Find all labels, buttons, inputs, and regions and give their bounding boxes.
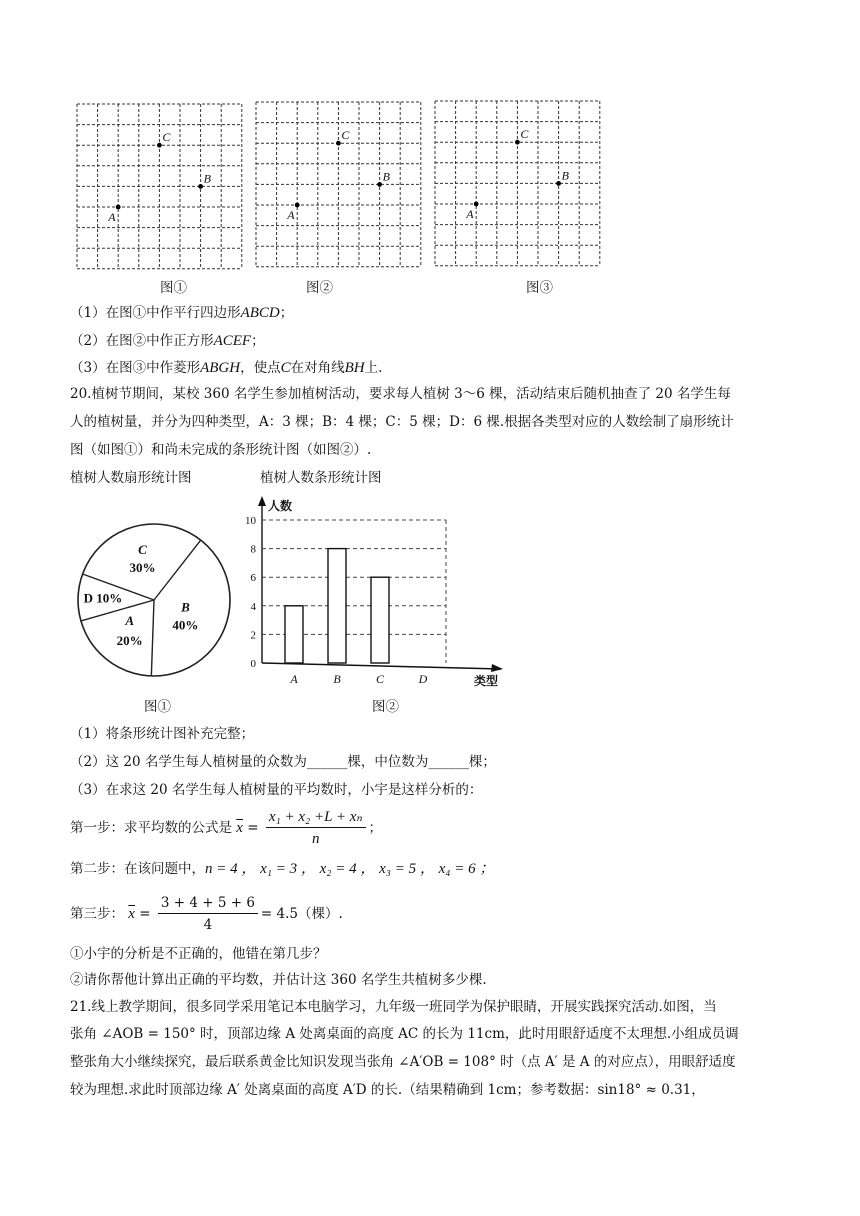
point-label-b: B <box>382 169 390 184</box>
grid-figure-3 <box>435 101 600 266</box>
step3: 第三步： $\overline{x}$ = $\frac{3 + 4 + 5 + 6}{4}$ = 4.5（棵）. <box>70 892 343 936</box>
pie-percent-a: 20% <box>116 633 143 649</box>
q19-part3: （3）在图③中作菱形ABGH，使点C在对角线BH上. <box>70 360 383 376</box>
pie-label-d: D 10% <box>83 590 123 606</box>
q20-analysis-1: ①小宇的分析是不正确的，他错在第几步？ <box>70 946 327 962</box>
grid-figure-1 <box>77 104 242 269</box>
pie-chart <box>60 520 240 680</box>
point-b <box>556 181 561 186</box>
q20-sub1: （1）将条形统计图补充完整； <box>70 726 255 742</box>
q21-line2: 张角 ∠AOB = 150° 时，顶部边缘 A 处离桌面的高度 AC 的长为 11cm，此时用眼舒适度不太理想.小组成员调 <box>70 1026 739 1042</box>
bar-category-c: C <box>375 672 385 686</box>
point-c <box>515 140 520 145</box>
caption-fig1: 图① <box>160 280 187 296</box>
point-label-b: B <box>203 171 211 186</box>
caption-fig2: 图② <box>306 280 333 296</box>
point-label-a: A <box>466 207 474 221</box>
q20-intro-line1: 20.植树节期间，某校 360 名学生参加植树活动，要求每人植树 3～6 棵，活动结束后随机抽查了 20 名学生每 <box>70 386 731 402</box>
pie-label-a: A <box>125 613 135 629</box>
q21-line1: 21.线上教学期间，很多同学采用笔记本电脑学习，九年级一班同学为保护眼睛，开展实践探究活动.如图，当 <box>70 999 717 1015</box>
pie-divider-c <box>154 540 201 600</box>
q19-part2: （2）在图②中作正方形ACEF； <box>70 333 265 349</box>
point-label-c: C <box>520 127 529 142</box>
point-a <box>295 203 300 208</box>
bar-category-b: B <box>333 672 341 686</box>
bar-b <box>328 549 346 663</box>
step1-fraction: $\frac{\text{x₁ + x₂ +L + xₙ}}{n}$ <box>266 807 366 850</box>
bar-y-tick: 4 <box>250 600 256 613</box>
point-c <box>336 141 341 146</box>
q20-intro-line3: 图（如图①）和尚未完成的条形统计图（如图②）. <box>70 442 372 458</box>
q20-sub3: （3）在求这 20 名学生每人植树量的平均数时，小宇是这样分析的： <box>70 782 483 798</box>
point-b <box>198 184 203 189</box>
point-label-a: A <box>108 210 116 224</box>
point-a <box>116 205 121 210</box>
bar-x-label: 类型 <box>474 674 499 688</box>
pie-label-c: C <box>138 541 147 557</box>
q20-analysis-2: ②请你帮他计算出正确的平均数，并估计这 360 名学生共植树多少棵. <box>70 972 487 988</box>
caption-fig3: 图③ <box>526 280 553 296</box>
bar-y-tick: 10 <box>245 515 256 527</box>
q21-line3: 整张角大小继续探究，最后联系黄金比知识发现当张角 ∠A′OB = 108° 时（点 A′ 是 A 的对应点），用眼舒适度 <box>70 1054 736 1070</box>
point-label-c: C <box>162 130 171 145</box>
pie-caption: 图① <box>144 699 171 715</box>
q19-part1: （1）在图①中作平行四边形ABCD； <box>70 305 294 321</box>
bar-y-label: 人数 <box>268 499 293 513</box>
bar-y-tick: 8 <box>250 543 256 556</box>
grid-figures <box>0 0 860 300</box>
bar-caption: 图② <box>372 699 399 715</box>
point-label-b: B <box>561 168 569 183</box>
step2: 第二步：在该问题中，n = 4 ， x₁ = 3 ， x₂ = 4 ， x₃ = 5 ， x₄ = 6 ； <box>70 861 495 877</box>
step1: 第一步：求平均数的公式是 $\overline{x}$ = $\frac{\text{x₁ + x₂ +L + xₙ}}{n}$ ； <box>70 806 382 850</box>
pie-percent-b: 40% <box>172 617 199 633</box>
pie-divider-b <box>151 600 154 676</box>
bar-y-tick: 6 <box>250 572 256 585</box>
bar-y-arrow <box>258 496 266 506</box>
point-label-c: C <box>341 128 350 143</box>
point-c <box>157 143 162 148</box>
grid-figure-2 <box>256 102 421 267</box>
q21-line4: 较为理想.求此时顶部边缘 A′ 处离桌面的高度 A′D 的长.（结果精确到 1cm；参考数据：sin18° ≈ 0.31， <box>70 1082 705 1098</box>
point-b <box>377 182 382 187</box>
bar-chart-title: 植树人数条形统计图 <box>260 470 382 486</box>
bar-y-tick: 0 <box>250 658 256 670</box>
point-label-a: A <box>287 208 295 222</box>
q20-sub2: （2）这 20 名学生每人植树量的众数为______棵，中位数为______棵； <box>70 754 496 770</box>
pie-chart-title: 植树人数扇形统计图 <box>70 470 192 486</box>
step3-fraction: $\frac{3 + 4 + 5 + 6}{4}$ <box>158 893 258 936</box>
bar-x-axis <box>262 663 501 669</box>
bar-category-a: A <box>290 672 298 686</box>
bar-y-tick: 2 <box>250 629 256 642</box>
bar-x-arrow <box>491 664 503 672</box>
bar-c <box>371 577 389 663</box>
bar-category-d: D <box>418 672 428 686</box>
q20-intro-line2: 人的植树量，并分为四种类型，A：3 棵；B：4 棵；C：5 棵；D：6 棵.根据各类型对应的人数绘制了扇形统计 <box>70 414 734 430</box>
point-a <box>474 202 479 207</box>
pie-percent-c: 30% <box>129 559 156 575</box>
bar-a <box>285 606 303 663</box>
bar-chart <box>236 490 516 690</box>
pie-label-b: B <box>181 599 190 615</box>
